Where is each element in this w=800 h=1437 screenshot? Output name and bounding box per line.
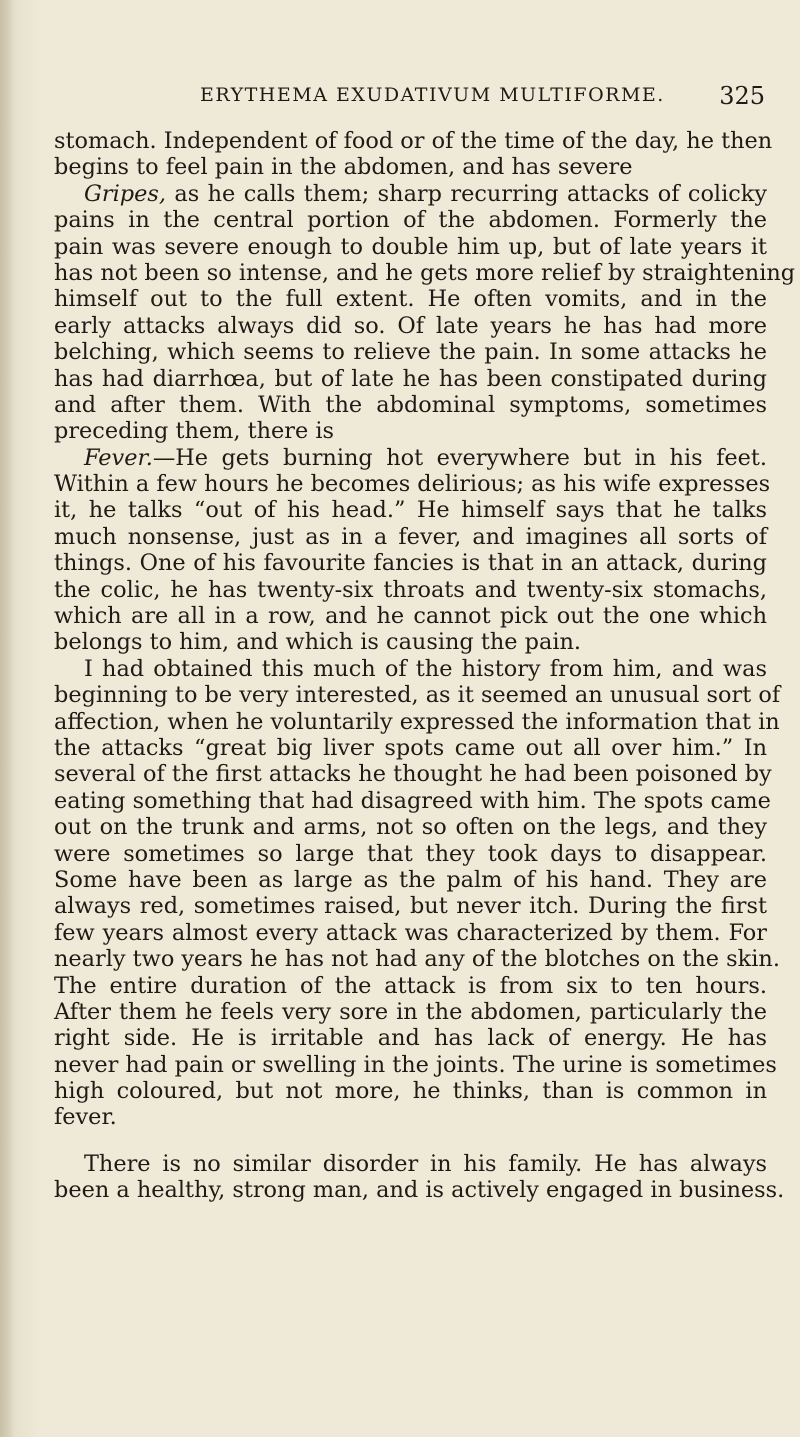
text-line: several of the first attacks he thought he had been poisoned by [54,761,772,788]
text-line: fever. [54,1104,117,1131]
text-line: the colic, he has twenty-six throats and twenty-six stomachs, [54,576,767,603]
text-line: much nonsense, just as in a fever, and imagines all sorts of [54,523,767,550]
text-line: beginning to be very interested, as it seemed an unusual sort of [54,682,781,709]
text-line: the attacks “great big liver spots came out all over him.” In [54,734,767,761]
section-fever-line [54,445,767,471]
section-term-fever: Fever. [84,444,153,471]
section-gripes-line [54,181,767,207]
text-line: begins to feel pain in the abdomen, and has severe [54,154,633,181]
text-line: has not been so intense, and he gets more relief by straightening [54,259,796,286]
text-line: and after them. With the abdominal symptoms, sometimes [54,391,767,418]
text-line: affection, when he voluntarily expressed the information that in [54,708,780,735]
text-line: were sometimes so large that they took days to disappear. [54,840,767,867]
text-line: always red, sometimes raised, but never itch. During the first [54,893,767,920]
text-fragment: as he calls them; sharp recurring attacks of colicky [165,180,767,207]
text-line: belching, which seems to relieve the pain. In some attacks he [54,339,767,366]
text-line: pains in the central portion of the abdomen. Formerly the [54,207,767,234]
text-line: I had obtained this much of the history from him, and was [84,655,767,682]
page-number: 325 [719,82,765,110]
text-line: right side. He is irritable and has lack of energy. He has [54,1025,767,1052]
text-line: stomach. Independent of food or of the time of the day, he then [54,128,773,154]
binding-shadow [0,0,14,1437]
text-line: After them he feels very sore in the abdomen, particularly the [54,998,767,1025]
paragraph-gap [54,1131,767,1151]
text-line: which are all in a row, and he cannot pick out the one which [54,603,767,630]
section-term-gripes: Gripes, [84,180,166,207]
text-line: out on the trunk and arms, not so often on the legs, and they [54,814,767,841]
text-line: things. One of his favourite fancies is that in an attack, during [54,550,767,577]
text-line: early attacks always did so. Of late years he has had more [54,312,767,339]
text-line: high coloured, but not more, he thinks, than is common in [54,1078,767,1105]
text-line: The entire duration of the attack is from six to ten hours. [54,972,767,999]
text-line: himself out to the full extent. He often vomits, and in the [54,286,767,313]
text-line: preceding them, there is [54,418,334,445]
running-title: ERYTHEMA EXUDATIVUM MULTIFORME. [200,84,665,106]
text-line: few years almost every attack was characterized by them. For [54,919,767,946]
body-text [54,128,796,1204]
text-line: been a healthy, strong man, and is actively engaged in business. [54,1177,785,1204]
text-line: Within a few hours he becomes delirious; as his wife expresses [54,471,771,498]
text-line: There is no similar disorder in his family. He has always [84,1150,767,1177]
text-line: Some have been as large as the palm of his hand. They are [54,866,767,893]
text-line: eating something that had disagreed with him. The spots came [54,787,771,814]
text-line: never had pain or swelling in the joints. The urine is sometimes [54,1051,777,1078]
text-fragment: —He gets burning hot everywhere but in his feet. [152,444,767,471]
text-line: it, he talks “out of his head.” He himself says that he talks [54,497,767,524]
text-line: belongs to him, and which is causing the pain. [54,629,582,656]
page-header [140,80,765,114]
text-line: pain was severe enough to double him up, but of late years it [54,233,767,260]
text-line: nearly two years he has not had any of the blotches on the skin. [54,946,780,973]
text-line: has had diarrhœa, but of late he has been constipated during [54,365,767,392]
